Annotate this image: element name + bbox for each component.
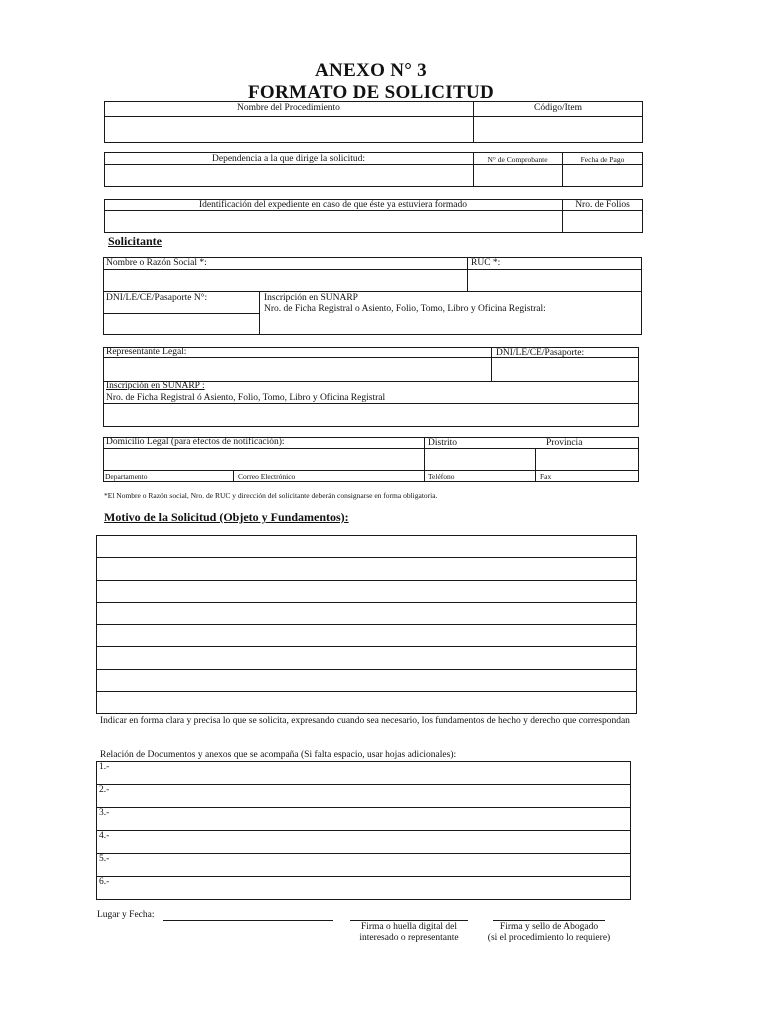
motivo-heading: Motivo de la Solicitud (Objeto y Fundamentos): [104,510,349,524]
ruled-line [96,807,631,808]
ruled-line [96,580,637,581]
folios-field[interactable] [563,211,642,232]
comprobante-field[interactable] [474,165,561,186]
ruled-line [96,624,637,625]
divider [103,291,642,292]
representante-ficha-field[interactable] [104,404,638,426]
ruled-line [96,691,637,692]
codigo-item-field[interactable] [474,117,642,142]
ruled-line [96,876,631,877]
lugar-fecha-field[interactable] [163,920,333,921]
documento-item-3: 3.- [99,808,110,818]
documento-item-4: 4.- [99,831,110,841]
lugar-fecha-label: Lugar y Fecha: [97,910,155,920]
telefono-label: Teléfono [428,472,455,481]
correo-label: Correo Electrónico [238,472,296,481]
dni-label: DNI/LE/CE/Pasaporte N°: [106,293,208,303]
expediente-label: Identificación del expediente en caso de que éste ya estuviera formado [199,200,467,210]
representante-sunarp-label: Inscripción en SUNARP : [106,381,205,391]
dependencia-field[interactable] [105,165,472,186]
ruc-field[interactable] [468,270,641,290]
dni-field[interactable] [104,314,258,334]
ruled-line [96,853,631,854]
documentos-label: Relación de Documentos y anexos que se acompaña (Si falta espacio, usar hojas adicionales): [100,750,457,760]
domicilio-label: Domicilio Legal (para efectos de notificación): [106,437,285,447]
fecha-pago-label: Fecha de Pago [580,155,625,164]
provincia-label: Provincia [546,438,583,448]
departamento-label: Departamento [105,472,148,481]
representante-ficha-label: Nro. de Ficha Registral ó Asiento, Folio, Tomo, Libro y Oficina Registral [106,393,386,403]
motivo-instruction: Indicar en forma clara y precisa lo que se solicita, expresando cuando sea necesario, los fundamentos de hecho y derecho que correspondan [100,716,630,726]
firma-abogado-label-2: (si el procedimiento lo requiere) [487,933,611,943]
firma-abogado-label-1: Firma y sello de Abogado [499,922,599,932]
fax-label: Fax [540,472,552,481]
codigo-item-label: Código/Item [533,103,583,113]
folios-label: Nro. de Folios [575,200,630,210]
documento-item-6: 6.- [99,877,110,887]
provincia-field[interactable] [536,449,638,469]
procedimiento-nombre-label: Nombre del Procedimiento [237,103,340,113]
ruled-line [96,784,631,785]
procedimiento-nombre-field[interactable] [105,117,472,142]
firma-interesado-label-2: interesado o representante [359,933,459,943]
representante-dni-field[interactable] [492,358,638,380]
representante-label: Representante Legal: [106,347,187,357]
ruc-label: RUC *: [471,258,501,268]
ficha-registral-label: Nro. de Ficha Registral o Asiento, Folio, Tomo, Libro y Oficina Registral: [264,304,546,314]
ruled-line [96,669,637,670]
expediente-field[interactable] [105,211,561,232]
page-subtitle: FORMATO DE SOLICITUD [248,82,494,103]
documento-item-5: 5.- [99,854,110,864]
divider [103,470,639,471]
firma-interesado-label-1: Firma o huella digital del [360,922,458,932]
documento-item-2: 2.- [99,785,110,795]
ruled-line [96,646,637,647]
ruled-line [96,557,637,558]
firma-abogado-line[interactable] [493,920,605,921]
nombre-razon-social-label: Nombre o Razón Social *: [106,258,207,268]
ruled-line [96,602,637,603]
nombre-razon-social-field[interactable] [104,270,466,290]
footnote: *El Nombre o Razón social, Nro. de RUC y dirección del solicitante deberán consignarse en forma obligatoria. [104,491,438,500]
page-title: ANEXO N° 3 [315,60,427,81]
domicilio-field[interactable] [104,449,423,469]
distrito-label: Distrito [428,438,458,448]
comprobante-label: N° de Comprobante [487,155,548,164]
dependencia-label: Dependencia a la que dirige la solicitud: [212,154,365,164]
solicitante-heading: Solicitante [108,234,162,248]
sunarp-label: Inscripción en SUNARP [264,293,358,303]
firma-interesado-line[interactable] [350,920,468,921]
representante-dni-label: DNI/LE/CE/Pasaporte: [496,348,585,358]
distrito-field[interactable] [425,449,534,469]
documento-item-1: 1.- [99,762,110,772]
fecha-pago-field[interactable] [563,165,642,186]
representante-field[interactable] [104,358,490,380]
ruled-line [96,830,631,831]
ficha-registral-field[interactable] [260,316,641,334]
divider [233,470,234,482]
